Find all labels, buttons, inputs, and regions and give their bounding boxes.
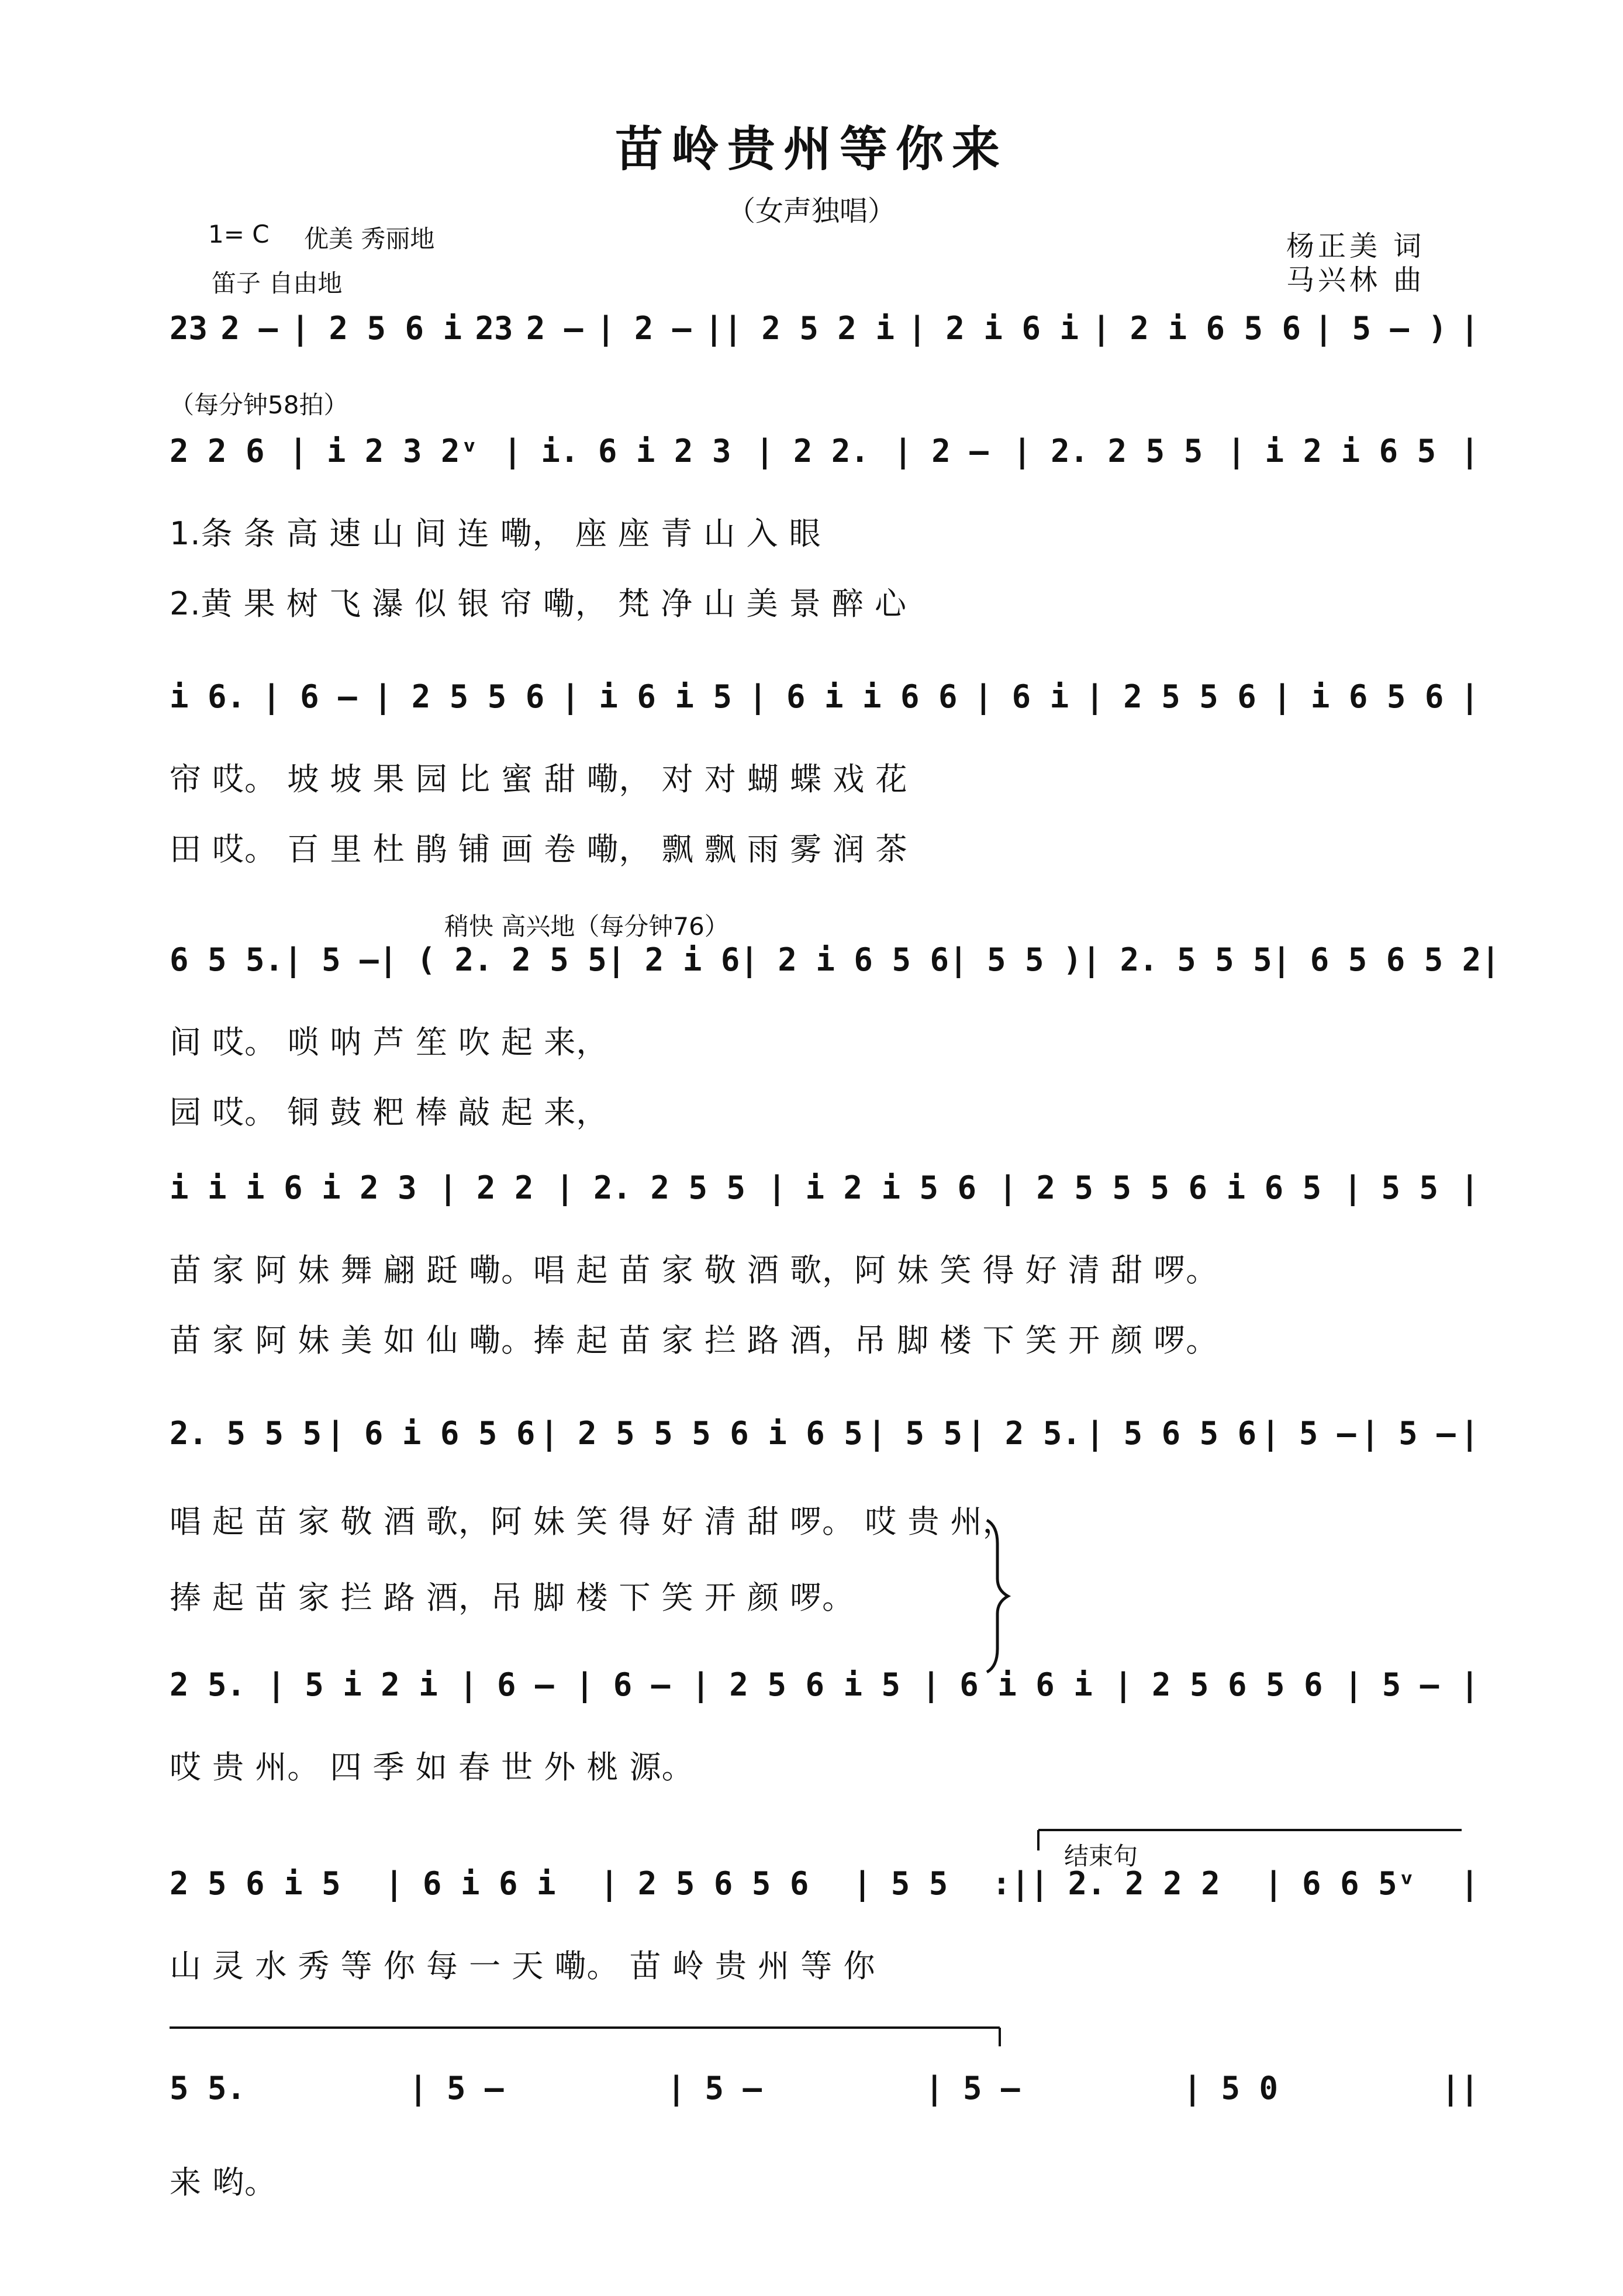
- note-group: | 5 –: [667, 2070, 762, 2107]
- lyric-line-1: 苗 家 阿 妹 舞 翩 跹 嘞。唱 起 苗 家 敬 酒 歌，阿 妹 笑 得 好 清 甜 啰。: [170, 1252, 1218, 1289]
- tempo-marking: （每分钟58拍）: [170, 391, 348, 419]
- note-group: | i 2 i 5 6: [767, 1169, 977, 1206]
- note-group: | 2 i 6 i: [907, 310, 1079, 347]
- key-signature: 1= C: [208, 220, 270, 248]
- song-title: 苗岭贵州等你来: [614, 122, 1008, 177]
- lyric-line-1: 1.条 条 高 速 山 间 连 嘞， 座 座 青 山 入 眼: [170, 515, 821, 552]
- composer-credit: 马兴林 曲: [1286, 264, 1425, 296]
- note-group: | 2 5.: [966, 1415, 1081, 1452]
- lyric-line-1: 来 哟。: [170, 2164, 277, 2201]
- note-group: 2 5.: [170, 1666, 246, 1703]
- note-group: | i. 6 i 2 3: [503, 433, 731, 469]
- note-group: | 6 i i 6 6: [748, 678, 958, 715]
- note-group: | 5 5: [1343, 1169, 1439, 1206]
- note-group: 2. 5 5 5: [170, 1415, 322, 1452]
- note-group: | i 6 i 5: [561, 678, 732, 715]
- note-group: | 5 –: [1344, 1666, 1439, 1703]
- lyric-line-1: 唱 起 苗 家 敬 酒 歌，阿 妹 笑 得 好 清 甜 啰。 哎 贵 州，: [170, 1503, 1015, 1540]
- note-group: | 2 5 5 6: [373, 678, 545, 715]
- note-group: 2 2 6: [170, 433, 265, 469]
- note-group: | 2 i 6: [606, 941, 740, 978]
- verse-brace: [987, 1520, 1008, 1672]
- note-group: i 6.: [170, 678, 246, 715]
- note-group: | 2 2: [438, 1169, 534, 1206]
- note-group: | 2 –: [893, 433, 989, 469]
- note-group: | 6 –: [575, 1666, 671, 1703]
- note-group: | 2 5 5 5 6 i 6 5: [998, 1169, 1322, 1206]
- note-group: 23: [475, 310, 513, 347]
- note-group: | 2 5 6 5 6: [599, 1865, 809, 1902]
- note-group: |: [1460, 1865, 1479, 1902]
- note-group: | 5 – ): [1314, 310, 1448, 347]
- note-group: | 6 –: [262, 678, 357, 715]
- note-group: | 6 i 6 i: [921, 1666, 1093, 1703]
- note-group: |: [1460, 433, 1479, 469]
- ending-label: 结束句: [1064, 1842, 1138, 1870]
- note-group: |: [1460, 310, 1479, 347]
- note-group: | 2. 2 5 5: [1013, 433, 1203, 469]
- note-group: | 2 2.: [755, 433, 869, 469]
- tempo-change-marking: 稍快 高兴地（每分钟76）: [444, 912, 729, 941]
- note-group: | 5 5: [852, 1865, 948, 1902]
- note-group: | 5 –: [1261, 1415, 1356, 1452]
- lyric-line-1: 哎 贵 州。 四 季 如 春 世 外 桃 源。: [170, 1749, 694, 1786]
- note-group: | 6 –: [458, 1666, 554, 1703]
- note-group: | i 2 3 2ᵛ: [288, 433, 479, 469]
- note-group: i i i 6 i 2 3: [170, 1169, 417, 1206]
- note-group: | 5 6 5 6: [1085, 1415, 1257, 1452]
- expression-marking: 优美 秀丽地: [304, 225, 435, 253]
- note-group: |: [1460, 1415, 1479, 1452]
- note-group: 5 5.: [170, 2070, 246, 2107]
- lyric-line-2: 田 哎。 百 里 杜 鹃 铺 画 卷 嘞， 飘 飘 雨 雾 润 茶: [170, 831, 908, 868]
- note-group: | 2 i 6 5 6: [1092, 310, 1301, 347]
- note-group: | 2 5 5 6: [1085, 678, 1256, 715]
- note-group: | 2 i 6 5 6: [740, 941, 949, 978]
- note-group: 2 –: [526, 310, 583, 347]
- note-group: | 5 –: [924, 2070, 1020, 2107]
- note-group: | 5 5: [867, 1415, 963, 1452]
- lyric-line-1: 帘 哎。 坡 坡 果 园 比 蜜 甜 嘞， 对 对 蝴 蝶 戏 花: [170, 761, 908, 797]
- note-group: | 6 5 6 5 2: [1272, 941, 1482, 978]
- performance-note: （女声独唱）: [727, 195, 896, 227]
- note-group: | 2. 5 5 5: [1082, 941, 1272, 978]
- note-group: :|| 2. 2 2 2: [992, 1865, 1220, 1902]
- note-group: |: [1460, 1169, 1479, 1206]
- note-group: | 2 5 6 i 5: [691, 1666, 901, 1703]
- note-group: | 2 5 6 5 6: [1113, 1666, 1323, 1703]
- lyricist-credit: 杨正美 词: [1286, 230, 1425, 263]
- note-group: |: [1481, 941, 1500, 978]
- note-group: |: [1460, 678, 1479, 715]
- intro-instrument-note: 笛子 自由地: [212, 269, 343, 298]
- note-group: | 2 5 5 5 6 i 6 5: [540, 1415, 863, 1452]
- note-group: | 5 –: [1360, 1415, 1456, 1452]
- note-group: | 2 5 6 i: [291, 310, 462, 347]
- lyric-line-2: 园 哎。 铜 鼓 粑 棒 敲 起 来，: [170, 1094, 609, 1131]
- note-group: | 6 6 5ᵛ: [1264, 1865, 1417, 1902]
- note-group: | 6 i 6 5 6: [326, 1415, 536, 1452]
- note-group: 2 –: [220, 310, 278, 347]
- note-group: | 5 i 2 i: [267, 1666, 438, 1703]
- note-group: | 5 –: [284, 941, 379, 978]
- lyric-line-2: 2.黄 果 树 飞 瀑 似 银 帘 嘞， 梵 净 山 美 景 醉 心: [170, 585, 907, 622]
- note-group: 23: [170, 310, 208, 347]
- note-group: | 2 –: [596, 310, 692, 347]
- note-group: | 6 i 6 i: [384, 1865, 556, 1902]
- note-group: | 5 –: [408, 2070, 504, 2107]
- note-group: | 5 5 ): [948, 941, 1082, 978]
- note-group: 2 5 6 i 5: [170, 1865, 341, 1902]
- note-group: | 6 i: [973, 678, 1069, 715]
- note-group: | 5 0: [1183, 2070, 1278, 2107]
- note-group: | 2. 2 5 5: [555, 1169, 746, 1206]
- note-group: | i 2 i 6 5: [1227, 433, 1436, 469]
- lyric-line-2: 捧 起 苗 家 拦 路 酒，吊 脚 楼 下 笑 开 颜 啰。: [170, 1579, 855, 1616]
- note-group: |: [1460, 1666, 1479, 1703]
- lyric-line-2: 苗 家 阿 妹 美 如 仙 嘞。捧 起 苗 家 拦 路 酒，吊 脚 楼 下 笑 开 颜 啰。: [170, 1322, 1218, 1359]
- lyric-line-1: 间 哎。 唢 呐 芦 笙 吹 起 来，: [170, 1024, 609, 1061]
- note-group: | ( 2. 2 5 5: [378, 941, 607, 978]
- note-group: ||: [1441, 2070, 1479, 2107]
- note-group: 6 5 5.: [170, 941, 284, 978]
- lyric-line-1: 山 灵 水 秀 等 你 每 一 天 嘞。 苗 岭 贵 州 等 你: [170, 1948, 876, 1984]
- note-group: || 2 5 2 i: [704, 310, 895, 347]
- note-group: | i 6 5 6: [1272, 678, 1444, 715]
